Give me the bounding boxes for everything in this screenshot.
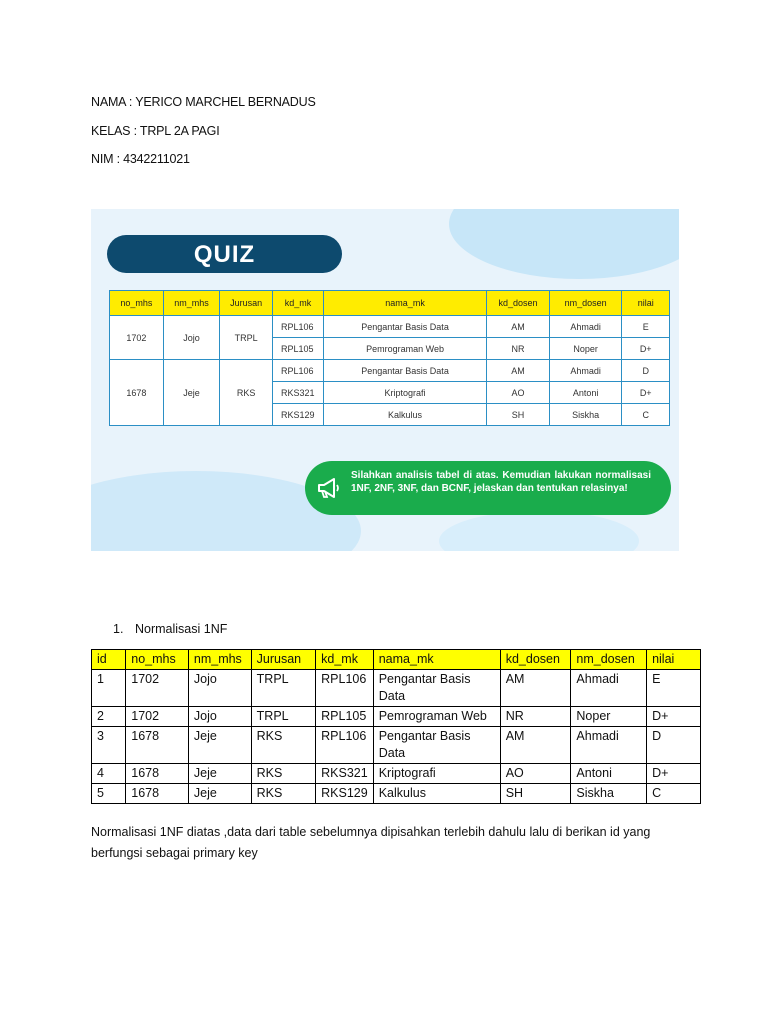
nf1-cell: 3 — [92, 727, 126, 764]
nf1-cell: 1 — [92, 670, 126, 707]
nf1-cell: RPL106 — [316, 727, 374, 764]
nf1-cell: Ahmadi — [571, 670, 647, 707]
nf1-table — [91, 649, 701, 804]
quiz-col-header: no_mhs — [110, 291, 164, 316]
quiz-title: QUIZ — [107, 235, 342, 273]
nf1-cell: RKS — [251, 764, 316, 784]
quiz-col-header: kd_dosen — [487, 291, 550, 316]
nf1-cell: 5 — [92, 784, 126, 804]
nf1-cell: D+ — [647, 764, 701, 784]
nf1-col-header: kd_mk — [316, 650, 374, 670]
nf1-cell: RKS — [251, 727, 316, 764]
nf1-table-row — [92, 707, 701, 727]
nf1-cell: 1702 — [126, 707, 189, 727]
instruction-banner — [305, 461, 671, 515]
nf1-cell: Kalkulus — [373, 784, 500, 804]
nf1-cell: 2 — [92, 707, 126, 727]
nf1-cell: RPL106 — [316, 670, 374, 707]
nf1-cell: 1702 — [126, 670, 189, 707]
quiz-cell-nm_dosen: Noper — [549, 338, 622, 360]
quiz-table-row — [110, 316, 670, 338]
quiz-col-header: nama_mk — [323, 291, 486, 316]
quiz-cell-nama_mk: Kalkulus — [323, 404, 486, 426]
quiz-col-header: kd_mk — [273, 291, 324, 316]
nf1-table-row — [92, 670, 701, 707]
nf1-cell: AM — [500, 727, 571, 764]
nf1-col-header: nm_dosen — [571, 650, 647, 670]
nf1-col-header: no_mhs — [126, 650, 189, 670]
nf1-col-header: Jurusan — [251, 650, 316, 670]
nf1-cell: 4 — [92, 764, 126, 784]
quiz-cell-nm_dosen: Ahmadi — [549, 360, 622, 382]
nf1-col-header: id — [92, 650, 126, 670]
nf1-cell: Jojo — [188, 670, 251, 707]
quiz-table — [109, 290, 670, 426]
quiz-cell-nama_mk: Pengantar Basis Data — [323, 316, 486, 338]
quiz-cell-no_mhs: 1702 — [110, 316, 164, 360]
quiz-cell-nama_mk: Pengantar Basis Data — [323, 360, 486, 382]
decor-blob — [439, 511, 639, 551]
nf1-cell: RPL105 — [316, 707, 374, 727]
quiz-cell-kd_mk: RPL106 — [273, 316, 324, 338]
quiz-cell-nm_dosen: Antoni — [549, 382, 622, 404]
nf1-cell: AM — [500, 670, 571, 707]
nf1-cell: Pengantar Basis Data — [373, 727, 500, 764]
nf1-col-header: nm_mhs — [188, 650, 251, 670]
explanation-paragraph: Normalisasi 1NF diatas ,data dari table sebelumnya dipisahkan terlebih dahulu lalu di berikan id yang berfungsi sebagai primary key — [91, 825, 651, 860]
quiz-cell-nilai: D+ — [622, 338, 670, 360]
nf1-cell: Jeje — [188, 784, 251, 804]
nf1-cell: Antoni — [571, 764, 647, 784]
quiz-cell-jurusan: TRPL — [220, 316, 273, 360]
quiz-table-row — [110, 360, 670, 382]
nf1-col-header: nilai — [647, 650, 701, 670]
nf1-cell: Kriptografi — [373, 764, 500, 784]
nf1-cell: Pemrograman Web — [373, 707, 500, 727]
quiz-cell-kd_dosen: SH — [487, 404, 550, 426]
quiz-cell-kd_mk: RPL106 — [273, 360, 324, 382]
quiz-col-header: nilai — [622, 291, 670, 316]
quiz-cell-kd_dosen: AM — [487, 360, 550, 382]
quiz-cell-nilai: D — [622, 360, 670, 382]
quiz-cell-nm_mhs: Jojo — [163, 316, 220, 360]
nf1-cell: 1678 — [126, 727, 189, 764]
nf1-cell: D — [647, 727, 701, 764]
quiz-table-header — [110, 291, 670, 316]
nf1-cell: Noper — [571, 707, 647, 727]
quiz-cell-kd_mk: RKS321 — [273, 382, 324, 404]
nf1-cell: TRPL — [251, 707, 316, 727]
quiz-cell-kd_mk: RKS129 — [273, 404, 324, 426]
nf1-cell: AO — [500, 764, 571, 784]
quiz-cell-kd_dosen: NR — [487, 338, 550, 360]
nf1-cell: Ahmadi — [571, 727, 647, 764]
quiz-cell-nilai: E — [622, 316, 670, 338]
section-number: 1. — [113, 622, 124, 636]
nf1-cell: TRPL — [251, 670, 316, 707]
nf1-table-row — [92, 727, 701, 764]
quiz-cell-nm_dosen: Siskha — [549, 404, 622, 426]
student-class: KELAS : TRPL 2A PAGI — [91, 124, 220, 138]
quiz-cell-nm_dosen: Ahmadi — [549, 316, 622, 338]
nf1-table-row — [92, 784, 701, 804]
section-title: Normalisasi 1NF — [135, 622, 228, 636]
quiz-image — [91, 209, 679, 551]
nf1-cell: RKS321 — [316, 764, 374, 784]
quiz-cell-nilai: D+ — [622, 382, 670, 404]
section-heading — [113, 622, 227, 636]
nf1-cell: Jeje — [188, 727, 251, 764]
nf1-col-header: nama_mk — [373, 650, 500, 670]
quiz-col-header: Jurusan — [220, 291, 273, 316]
quiz-cell-jurusan: RKS — [220, 360, 273, 426]
nf1-cell: C — [647, 784, 701, 804]
quiz-cell-nama_mk: Kriptografi — [323, 382, 486, 404]
quiz-cell-kd_dosen: AO — [487, 382, 550, 404]
nf1-cell: D+ — [647, 707, 701, 727]
nf1-cell: 1678 — [126, 784, 189, 804]
nf1-cell: RKS129 — [316, 784, 374, 804]
quiz-cell-kd_dosen: AM — [487, 316, 550, 338]
nf1-cell: E — [647, 670, 701, 707]
nf1-cell: RKS — [251, 784, 316, 804]
nf1-table-header — [92, 650, 701, 670]
nf1-cell: 1678 — [126, 764, 189, 784]
nf1-col-header: kd_dosen — [500, 650, 571, 670]
nf1-cell: Pengantar Basis Data — [373, 670, 500, 707]
nf1-cell: Siskha — [571, 784, 647, 804]
quiz-cell-nilai: C — [622, 404, 670, 426]
nf1-cell: NR — [500, 707, 571, 727]
student-name: NAMA : YERICO MARCHEL BERNADUS — [91, 95, 316, 109]
quiz-col-header: nm_dosen — [549, 291, 622, 316]
nf1-cell: Jojo — [188, 707, 251, 727]
quiz-cell-nm_mhs: Jeje — [163, 360, 220, 426]
nf1-cell: SH — [500, 784, 571, 804]
nf1-cell: Jeje — [188, 764, 251, 784]
quiz-cell-kd_mk: RPL105 — [273, 338, 324, 360]
instruction-text: Silahkan analisis tabel di atas. Kemudian lakukan normalisasi 1NF, 2NF, 3NF, dan BCNF, jelaskan dan tentukan relasinya! — [351, 470, 651, 494]
quiz-col-header: nm_mhs — [163, 291, 220, 316]
quiz-cell-nama_mk: Pemrograman Web — [323, 338, 486, 360]
nf1-table-row — [92, 764, 701, 784]
student-nim: NIM : 4342211021 — [91, 152, 190, 166]
megaphone-icon — [315, 475, 341, 501]
decor-blob — [449, 209, 679, 279]
quiz-cell-no_mhs: 1678 — [110, 360, 164, 426]
